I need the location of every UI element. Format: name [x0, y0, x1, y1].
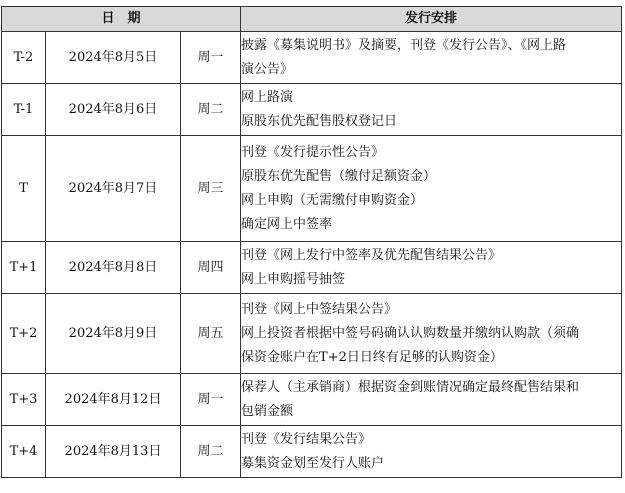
day-code-cell: T-1: [2, 84, 46, 136]
weekday-cell: 周三: [181, 136, 241, 242]
arrangement-line: 确定网上中签率: [241, 216, 333, 232]
arrangement-line: 原股东优先配售（缴付足额资金）: [241, 168, 437, 184]
weekday-cell: 周二: [181, 426, 241, 478]
day-code-cell: T-2: [2, 32, 46, 84]
arrangement-line: 刊登《发行提示性公告》: [241, 144, 385, 160]
day-code-cell: T+3: [2, 374, 46, 426]
arrangement-cell: [241, 426, 622, 478]
arrangement-line: 原股东优先配售股权登记日: [241, 113, 398, 129]
date-column-header: 日 期: [2, 7, 241, 32]
arrangement-line: 包销金额: [241, 403, 294, 419]
weekday-cell: 周二: [181, 84, 241, 136]
arrangement-line: 保荐人（主承销商）根据资金到账情况确定最终配售结果和: [241, 379, 580, 395]
arrangement-line: 网上路演: [241, 89, 294, 105]
schedule-rows: [2, 32, 622, 478]
day-code-cell: T+1: [2, 242, 46, 294]
arrangement-line: 演公告》: [241, 61, 294, 77]
weekday-cell: 周一: [181, 374, 241, 426]
arrangement-cell: [241, 242, 622, 294]
arrangement-cell: [241, 32, 622, 84]
date-cell: 2024年8月9日: [46, 294, 181, 374]
arrangement-line: 披露《募集说明书》及摘要，刊登《发行公告》、《网上路: [241, 37, 567, 53]
table-row: [2, 242, 622, 294]
arrangement-line: 刊登《网上中签结果公告》: [241, 301, 398, 317]
weekday-cell: 周五: [181, 294, 241, 374]
table-row: [2, 374, 622, 426]
day-code-cell: T+2: [2, 294, 46, 374]
date-cell: 2024年8月12日: [46, 374, 181, 426]
arrangement-cell: [241, 294, 622, 374]
date-cell: 2024年8月8日: [46, 242, 181, 294]
arrangement-line: 网上申购（无需缴付申购资金）: [241, 192, 424, 208]
date-cell: 2024年8月7日: [46, 136, 181, 242]
day-code-cell: T: [2, 136, 46, 242]
table-row: [2, 136, 622, 242]
arrangement-cell: [241, 136, 622, 242]
arrangement-line: 网上申购摇号抽签: [241, 271, 346, 287]
arrangement-line: 网上投资者根据中签号码确认认购数量并缴纳认购款（须确: [241, 325, 580, 341]
table-header-row: [2, 7, 622, 32]
day-code-cell: T+4: [2, 426, 46, 478]
issuance-schedule-table: [1, 6, 622, 478]
weekday-cell: 周四: [181, 242, 241, 294]
arrangement-line: 刊登《网上发行中签率及优先配售结果公告》: [241, 247, 502, 263]
table-row: [2, 294, 622, 374]
arrangement-cell: [241, 374, 622, 426]
table-row: [2, 32, 622, 84]
date-cell: 2024年8月13日: [46, 426, 181, 478]
date-cell: 2024年8月6日: [46, 84, 181, 136]
arrangement-column-header: 发行安排: [241, 7, 622, 32]
weekday-cell: 周一: [181, 32, 241, 84]
table-row: [2, 426, 622, 478]
arrangement-line: 保资金账户在T+2日日终有足够的认购资金）: [241, 349, 503, 365]
arrangement-line: 募集资金划至发行人账户: [241, 455, 385, 471]
arrangement-cell: [241, 84, 622, 136]
arrangement-line: 刊登《发行结果公告》: [241, 431, 372, 447]
table-row: [2, 84, 622, 136]
date-cell: 2024年8月5日: [46, 32, 181, 84]
